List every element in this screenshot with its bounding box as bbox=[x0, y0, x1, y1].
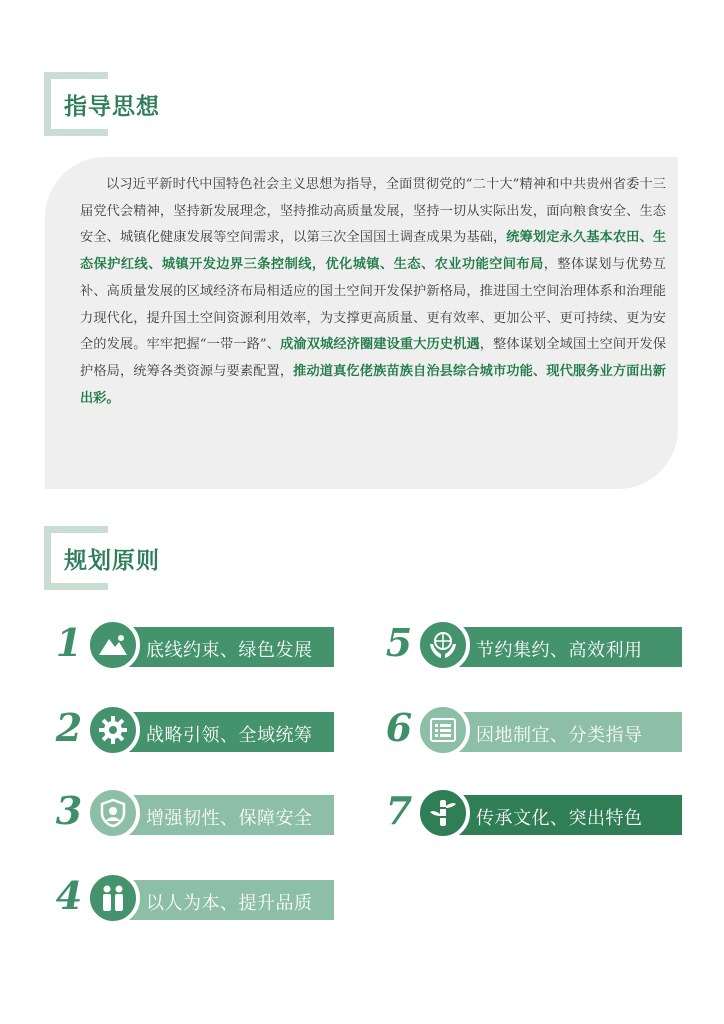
para-highlight: 成渝双城经济圈建设重大历史机遇 bbox=[280, 337, 480, 353]
principle-item-3 bbox=[52, 786, 342, 838]
globe-hands-icon bbox=[416, 618, 470, 672]
principle-number: 7 bbox=[385, 788, 413, 833]
section-title: 指导思想 bbox=[64, 94, 160, 120]
principle-number: 4 bbox=[55, 873, 83, 918]
principle-number: 2 bbox=[55, 705, 83, 750]
principle-number: 6 bbox=[385, 705, 413, 750]
section-heading-planning-principles bbox=[44, 526, 264, 592]
principle-label: 底线约束、绿色发展 bbox=[146, 640, 313, 661]
principle-label: 因地制宜、分类指导 bbox=[476, 725, 643, 746]
principle-item-5 bbox=[382, 618, 672, 670]
principle-label: 传承文化、突出特色 bbox=[476, 808, 643, 829]
gear-icon bbox=[86, 703, 140, 757]
mountain-icon bbox=[86, 618, 140, 672]
section-heading-guiding-ideology bbox=[44, 72, 264, 138]
guiding-ideology-text bbox=[80, 172, 666, 412]
bamboo-icon bbox=[416, 786, 470, 840]
para-segment: ，整体谋划全域国土空间开发保护格局，统筹各类资源与要素配置， bbox=[80, 337, 667, 379]
principle-item-4 bbox=[52, 871, 342, 923]
principle-label: 战略引领、全域统筹 bbox=[146, 725, 313, 746]
para-highlight: 统筹划定永久基本农田、生态保护红线、城镇开发边界三条控制线，优化城镇、生态、农业功能空间布局 bbox=[80, 230, 667, 273]
principle-label: 以人为本、提升品质 bbox=[146, 893, 313, 914]
principle-item-7 bbox=[382, 786, 672, 838]
section-title: 规划原则 bbox=[64, 548, 160, 574]
principle-item-1 bbox=[52, 618, 342, 670]
principle-number: 3 bbox=[55, 788, 83, 833]
principle-number: 5 bbox=[385, 620, 413, 665]
list-icon bbox=[416, 703, 470, 757]
people-icon bbox=[86, 871, 140, 925]
shield-icon bbox=[86, 786, 140, 840]
para-segment: 以习近平新时代中国特色社会主义思想为指导，全面贯彻党的“二十大”精神和中共贵州省委十三届党代会精神，坚持新发展理念，坚持推动高质量发展，坚持一切从实际出发，面向粮食安全、生态安全、城镇化健康发展等空间需求，以第三次全国国土调查成果为基础， bbox=[80, 177, 666, 246]
principle-item-2 bbox=[52, 703, 342, 755]
principle-label: 增强韧性、保障安全 bbox=[146, 808, 313, 829]
principle-label: 节约集约、高效利用 bbox=[476, 640, 643, 661]
para-segment: ，整体谋划与优势互补、高质量发展的区域经济布局相适应的国土空间开发保护新格局，推进国土空间治理体系和治理能力现代化，提升国土空间资源利用效率，为支撑更高质量、更有效率、更加公平、更可持续、更为安全的发展。牢牢把握“一带一路”、 bbox=[80, 257, 666, 353]
principle-item-6 bbox=[382, 703, 672, 755]
principle-number: 1 bbox=[55, 620, 83, 665]
para-highlight: 推动道真仡佬族苗族自治县综合城市功能、现代服务业方面出新出彩。 bbox=[80, 363, 666, 406]
